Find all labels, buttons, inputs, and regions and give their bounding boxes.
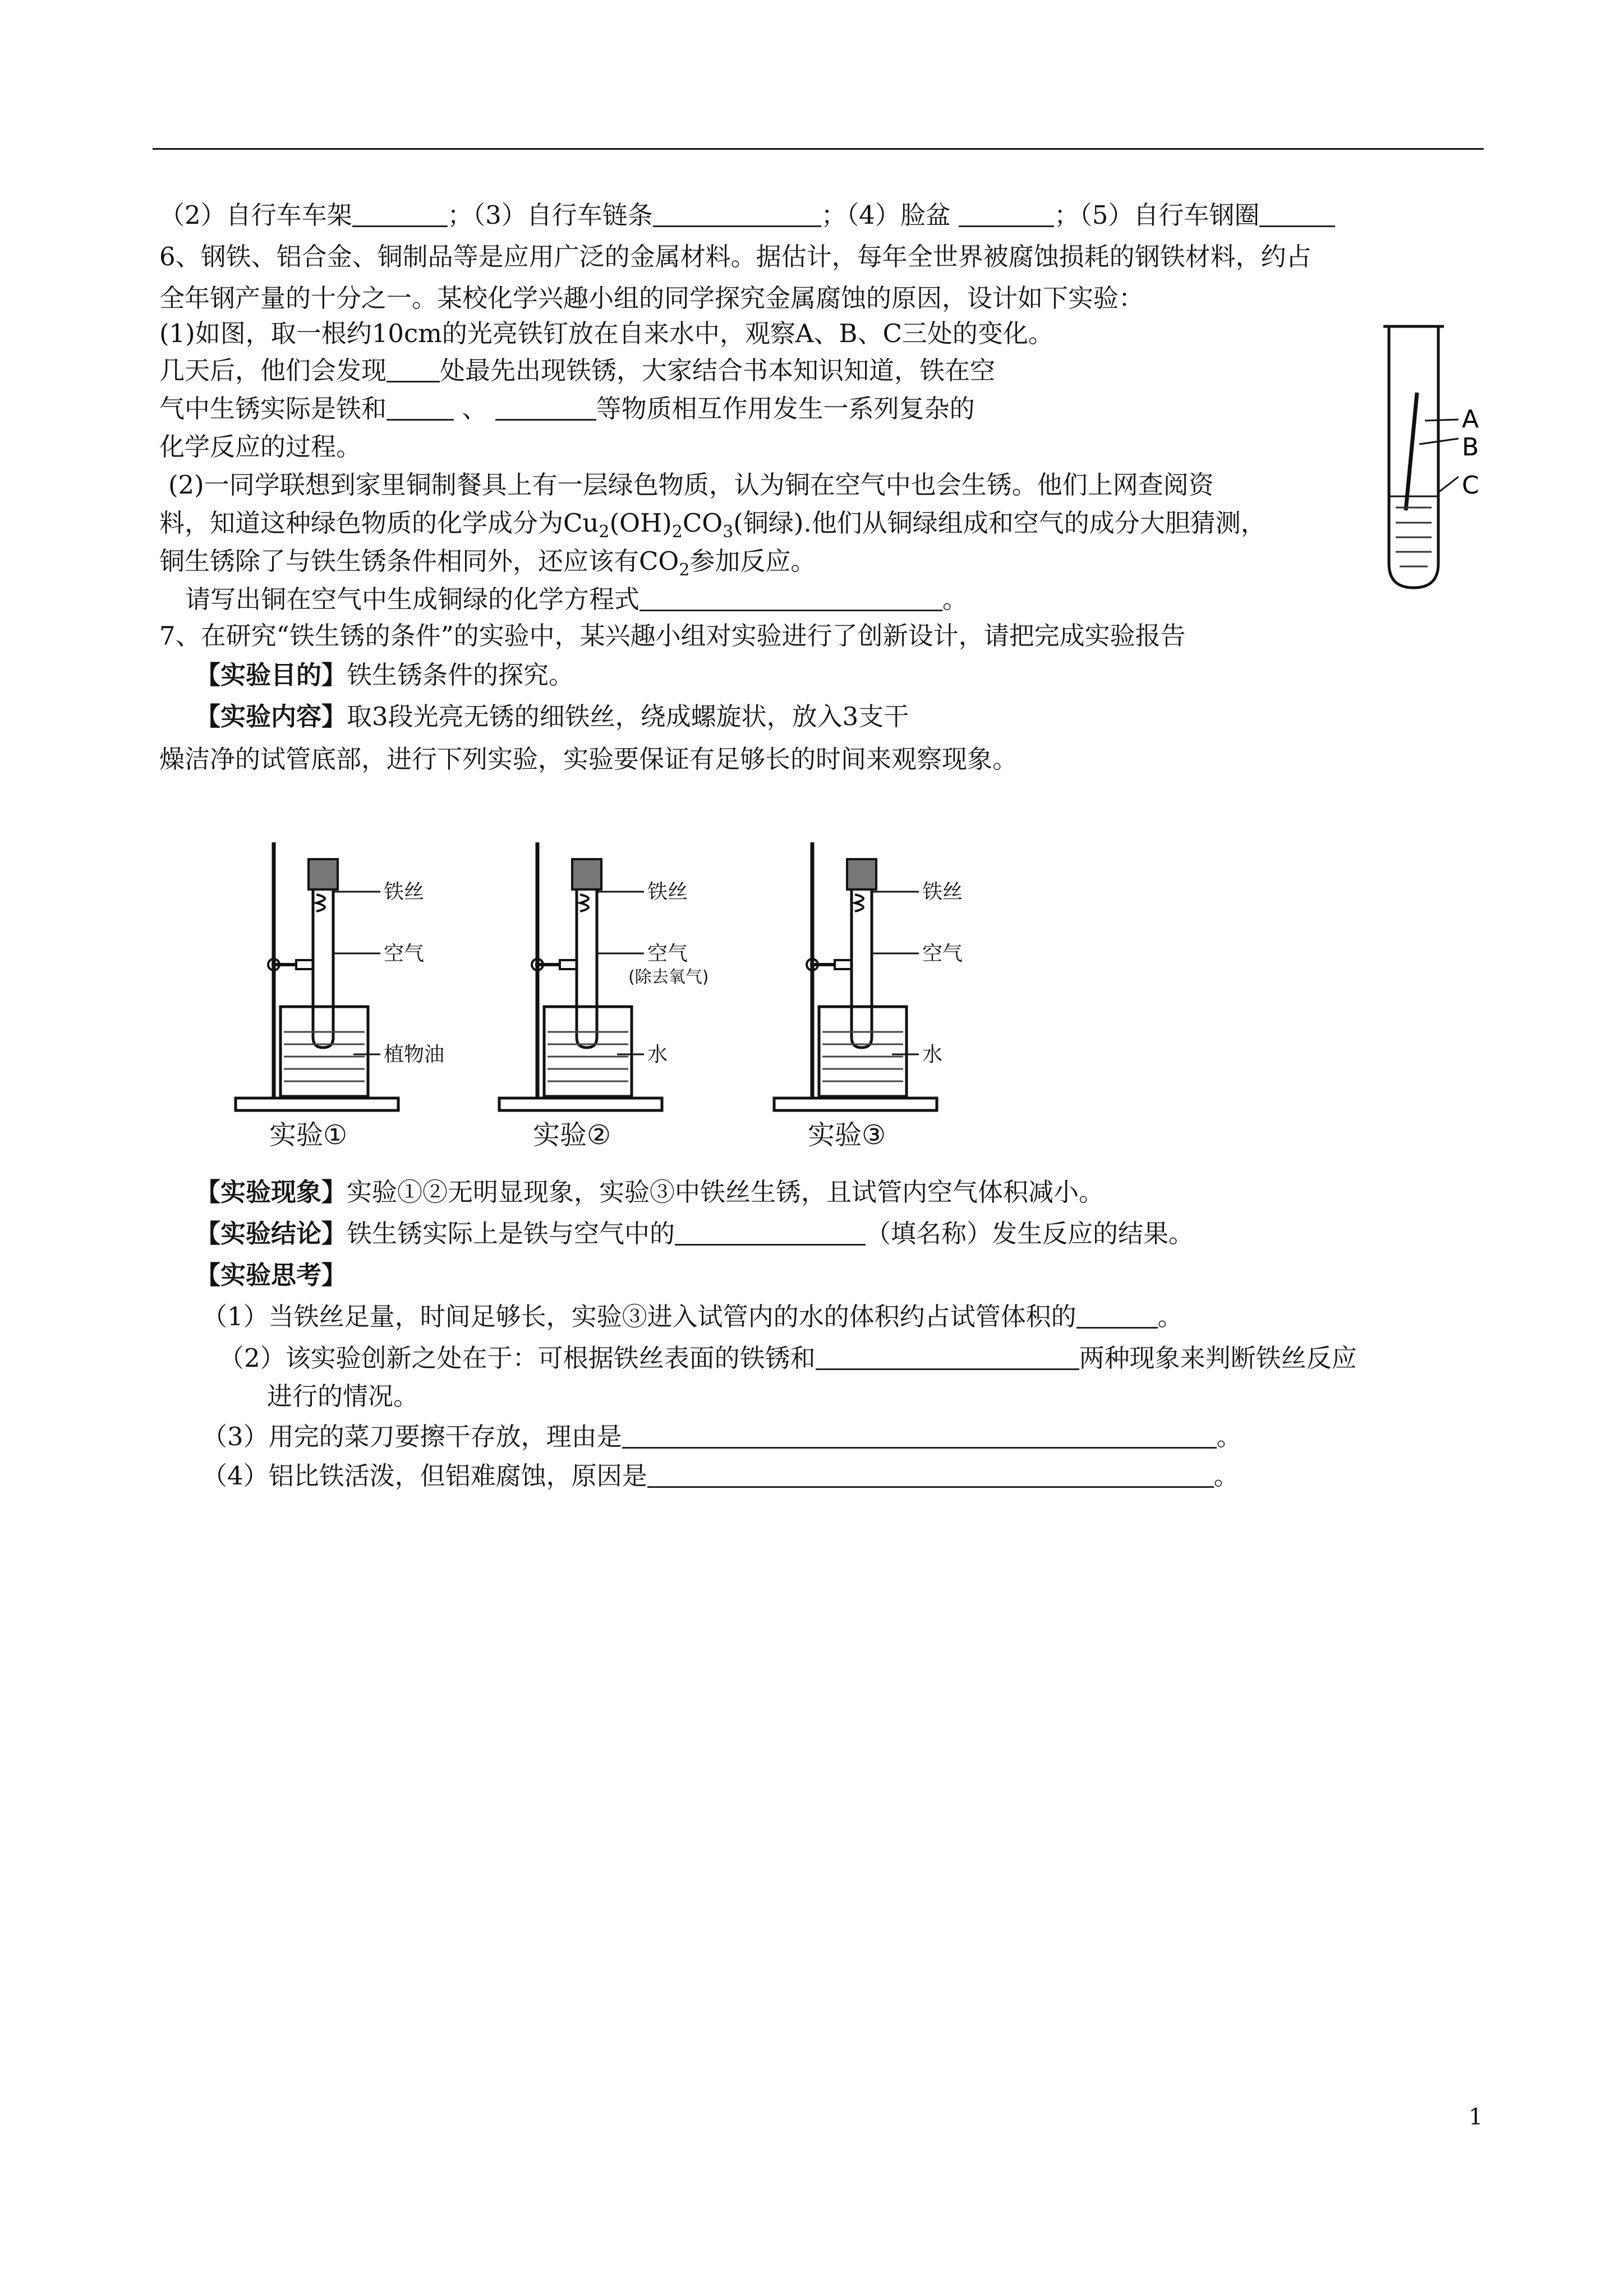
q7-thinking-2 xyxy=(219,1341,1357,1375)
q6-p1-line1: (1)如图，取一根约10cm的光亮铁钉放在自来水中，观察A、B、C三处的变化。 xyxy=(159,319,1053,348)
text: 处最先出现铁锈，大家结合书本知识知道，铁在空 xyxy=(440,356,996,385)
text: （填名称）发生反应的结果。 xyxy=(866,1219,1194,1248)
text: 气中生锈实际是铁和 xyxy=(159,394,387,423)
text: 两种现象来判断铁丝反应 xyxy=(1079,1343,1357,1373)
q7-thinking-2-cont: 进行的情况。 xyxy=(267,1381,419,1411)
exp1-label: 实验① xyxy=(269,1119,348,1151)
text: 料，知道这种绿色物质的化学成分为Cu xyxy=(159,508,599,538)
blank-equation[interactable] xyxy=(640,586,942,611)
text: 铜生锈除了与铁生锈条件相同外，还应该有CO xyxy=(159,546,679,576)
text: （3）用完的菜刀要擦干存放，理由是 xyxy=(202,1422,622,1451)
q5-part3: ；（3）自行车链条 xyxy=(447,200,653,230)
label: 【实验现象】 xyxy=(195,1177,347,1207)
text: （1）当铁丝足量，时间足够长，实验③进入试管内的水的体积约占试管体积的 xyxy=(202,1302,1076,1331)
exp2-gas-label: 空气 xyxy=(647,942,688,965)
text: CO xyxy=(682,508,723,538)
blank-rust-position[interactable] xyxy=(387,357,440,382)
text: 参加反应。 xyxy=(689,546,816,576)
q5-part4: ；（4）脸盆 xyxy=(821,200,951,230)
text: 几天后，他们会发现 xyxy=(159,356,387,385)
q6-p1-line3 xyxy=(159,392,975,426)
blank-chain[interactable] xyxy=(653,202,821,227)
subscript: 3 xyxy=(723,522,734,542)
q7-title: 7、在研究“铁生锈的条件”的实验中，某兴趣小组对实验进行了创新设计，请把完成实验报告 xyxy=(159,621,1186,651)
exp2-gas-note: (除去氧气) xyxy=(628,967,709,987)
q7-purpose xyxy=(195,658,574,692)
blank-basin[interactable] xyxy=(959,202,1054,227)
q7-thinking-label: 【实验思考】 xyxy=(195,1260,347,1290)
exp3-wire-label: 铁丝 xyxy=(922,880,963,903)
text: 等物质相互作用发生一系列复杂的 xyxy=(596,394,975,423)
text: 请写出铜在空气中生成铜绿的化学方程式 xyxy=(185,584,640,614)
subscript: 2 xyxy=(599,522,610,542)
q6-p2-line1: (2)一同学联想到家里铜制餐具上有一层绿色物质，认为铜在空气中也会生锈。他们上网查阅资 xyxy=(168,470,1214,500)
q7-phenomenon xyxy=(195,1175,1104,1209)
text: 实验①②无明显现象，实验③中铁丝生锈，且试管内空气体积减小。 xyxy=(347,1177,1105,1207)
subscript: 2 xyxy=(671,522,683,542)
exp1-liquid-label: 植物油 xyxy=(384,1043,445,1066)
blank-conclusion[interactable] xyxy=(675,1220,866,1246)
text: 取3段光亮无锈的细铁丝，绕成螺旋状，放入3支干 xyxy=(347,702,909,731)
page-number: 1 xyxy=(1469,2104,1483,2130)
blank-aluminum-reason[interactable] xyxy=(647,1463,1214,1488)
text: 。 xyxy=(1157,1302,1183,1331)
exp3-label: 实验③ xyxy=(808,1119,886,1151)
text: (OH) xyxy=(609,508,672,538)
exp2-wire-label: 铁丝 xyxy=(647,880,688,903)
q7-content-1 xyxy=(195,700,909,734)
q6-p2-line2 xyxy=(159,506,1266,549)
exp2-liquid-label: 水 xyxy=(647,1043,668,1066)
q6-intro-2: 全年钢产量的十分之一。某校化学兴趣小组的同学探究金属腐蚀的原因，设计如下实验： xyxy=(159,283,1144,313)
tube-label-c: C xyxy=(1462,471,1479,500)
q7-content-2: 燥洁净的试管底部，进行下列实验，实验要保证有足够长的时间来观察现象。 xyxy=(159,744,1018,774)
q7-thinking-4 xyxy=(202,1459,1239,1493)
text: 。 xyxy=(1216,1422,1242,1451)
blank-substance-2[interactable] xyxy=(495,395,596,421)
subscript: 2 xyxy=(679,560,690,580)
label: 【实验结论】 xyxy=(195,1219,347,1248)
exp3-liquid-label: 水 xyxy=(922,1043,943,1066)
exp3-gas-label: 空气 xyxy=(922,942,963,965)
blank-phenomenon[interactable] xyxy=(816,1345,1079,1370)
exp2-label: 实验② xyxy=(533,1119,611,1151)
label: 【实验内容】 xyxy=(195,702,347,731)
text: 铁生锈实际上是铁与空气中的 xyxy=(347,1219,675,1248)
q5-line xyxy=(159,199,1335,232)
text: (铜绿).他们从铜绿组成和空气的成分大胆猜测， xyxy=(733,508,1266,538)
test-tube-figure xyxy=(1369,314,1503,600)
text: 铁生锈条件的探究。 xyxy=(347,660,574,690)
exp1-gas-label: 空气 xyxy=(384,942,425,965)
blank-knife-reason[interactable] xyxy=(622,1423,1217,1449)
blank-frame[interactable] xyxy=(352,202,448,227)
text: （2）该实验创新之处在于：可根据铁丝表面的铁锈和 xyxy=(219,1343,816,1373)
q6-p2-line4 xyxy=(185,583,968,616)
text: （4）铝比铁活泼，但铝难腐蚀，原因是 xyxy=(202,1461,647,1491)
q7-conclusion xyxy=(195,1217,1194,1251)
exp1-wire-label: 铁丝 xyxy=(384,880,425,903)
blank-rim[interactable] xyxy=(1259,202,1335,227)
text: 。 xyxy=(1213,1461,1239,1491)
text: 、 xyxy=(462,394,487,423)
header-rule xyxy=(153,148,1484,150)
q5-part2: （2）自行车车架 xyxy=(159,200,352,230)
tube-label-a: A xyxy=(1462,405,1479,434)
blank-volume-ratio[interactable] xyxy=(1076,1303,1158,1329)
blank-substance-1[interactable] xyxy=(387,395,454,421)
q6-p1-line2 xyxy=(159,354,995,388)
q6-p2-line3 xyxy=(159,545,816,587)
q5-part5: ；（5）自行车钢圈 xyxy=(1054,200,1260,230)
q7-thinking-1 xyxy=(202,1300,1183,1334)
q6-intro-1: 6、钢铁、铝合金、铜制品等是应用广泛的金属材料。据估计，每年全世界被腐蚀损耗的钢铁材料，约占 xyxy=(159,242,1312,271)
q6-p1-line4: 化学反应的过程。 xyxy=(159,432,362,462)
text: 。 xyxy=(942,584,968,614)
q7-thinking-3 xyxy=(202,1420,1242,1454)
label: 【实验目的】 xyxy=(195,660,347,690)
experiment-figure xyxy=(224,836,1010,1167)
tube-label-b: B xyxy=(1462,433,1479,462)
